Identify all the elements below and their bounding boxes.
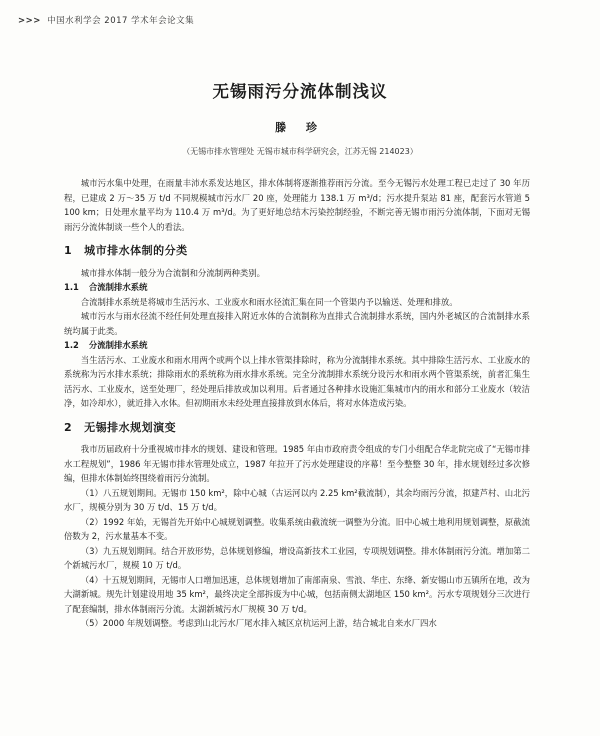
section-number: 1 xyxy=(64,244,73,257)
subsection-title: 合流制排水系统 xyxy=(88,282,148,292)
paper-author: 滕 珍 xyxy=(275,121,325,134)
list-item: （3）九五规划期间。结合开放形势，总体规划修编，增设高新技术工业园，专项规划调整。排水体制雨污分流。增加第二个新城污水厂，规模 10 万 t/d。 xyxy=(64,545,530,570)
abstract: 城市污水集中处理，在雨量丰沛水系发达地区，排水体制将逐渐推荐雨污分流。至今无锡污水处理工程已走过了 30 年历程，已建成 2 万～35 万 t/d 不同规模城市污水厂 20 座，处理能力 138.1 万 m³/d；污水提升泵站 81 座，配套污水管道 5 100 km；日处理水量平均为 110.4 万 m³/d。为了更好地总结木污染控制经验，不断完善无锡市雨污分流体制，下面对无锡雨污分流体制谈一些个人的看法。 xyxy=(64,178,530,232)
paragraph: 城市污水与雨水径流不经任何处理直接排入附近水体的合流制称为直排式合流制排水系统，国内外老城区的合流制排水系统均属于此类。 xyxy=(64,311,530,336)
subsection-number: 1.2 xyxy=(64,340,79,350)
section-title: 城市排水体制的分类 xyxy=(84,244,188,257)
paragraph: 当生活污水、工业废水和雨水用两个或两个以上排水管渠排除时，称为分流制排水系统。其中排除生活污水、工业废水的系统称为污水排水系统；排除雨水的系统称为雨水排水系统。完全分流制排水系统分设污水和雨水两个管渠系统，前者汇集生活污水、工业废水，送至处理厂，经处理后排放或加以利用。后者通过各种排水设施汇集城市内的雨水和部分工业废水（较洁净，如冷却水），就近排入水体。但初期雨水未经处理直接排放到水体后，将对水体造成污染。 xyxy=(64,354,530,408)
paper-title: 无锡雨污分流体制浅议 xyxy=(212,82,388,101)
list-item: （1）八五规划期间。无锡市 150 km²，除中心城（古运河以内 2.25 km²截流制），其余均雨污分流，拟建芦村、山北污水厂，规模分别为 30 万 t/d、15 万 t/d。 xyxy=(64,487,530,512)
header-text: 中国水利学会 2017 学术年会论文集 xyxy=(47,16,195,26)
list-item: （4）十五规划期间，无锡市人口增加迅速，总体规划增加了南部南泉、雪浪、华庄、东绛、新安锡山市五镇所在地，改为大湖新城。规先计划建设用地 35 km²，最终决定全部拆废为中心城，包括南侧太湖地区 150 km²。污水专项规划分三次进行了配套编制，排水体制雨污分流。太湖新城污水厂规模 30 万 t/d。 xyxy=(64,574,530,614)
section-number: 2 xyxy=(64,420,73,434)
list-item: （5）2000 年规划调整。考虑到山北污水厂尾水排入城区京杭运河上游，结合城北自来水厂四水 xyxy=(80,618,437,628)
section-heading xyxy=(64,244,530,259)
subsection-heading xyxy=(64,338,530,353)
list-item: （2）1992 年始，无锡首先开始中心城规划调整。收集系统由截流统一调整为分流。旧中心城土地利用规划调整，原截流倍数为 2，污水量基本不变。 xyxy=(64,516,530,541)
section-title: 无锡排水规划演变 xyxy=(84,420,177,434)
section-intro: 城市排水体制一般分为合流制和分流制两种类别。 xyxy=(80,267,266,278)
paper-affiliation: （无锡市排水管理处 无锡市城市科学研究会，江苏无锡 214023） xyxy=(182,147,418,156)
section-intro: 我市历届政府十分重视城市排水的规划、建设和管理。1985 年由市政府责令组成的专门小组配合华北院完成了“无锡市排水工程规划”，1986 年无锡市排水管理处成立，1987 年拉开了污水处理建设的序幕！至今整整 30 年，排水规划经过多次修编，但排水体制始终围绕着雨污分流制。 xyxy=(64,444,530,483)
paper-body xyxy=(64,176,530,631)
subsection-number: 1.1 xyxy=(64,282,79,292)
paragraph: 合流制排水系统是将城市生活污水、工业废水和雨水径流汇集在同一个管渠内予以输送、处理和排放。 xyxy=(80,296,458,307)
subsection-title: 分流制排水系统 xyxy=(88,340,148,350)
header-chevrons: >>> xyxy=(18,16,41,26)
running-header xyxy=(18,14,194,26)
section-heading xyxy=(64,421,530,436)
subsection-heading xyxy=(64,280,530,295)
